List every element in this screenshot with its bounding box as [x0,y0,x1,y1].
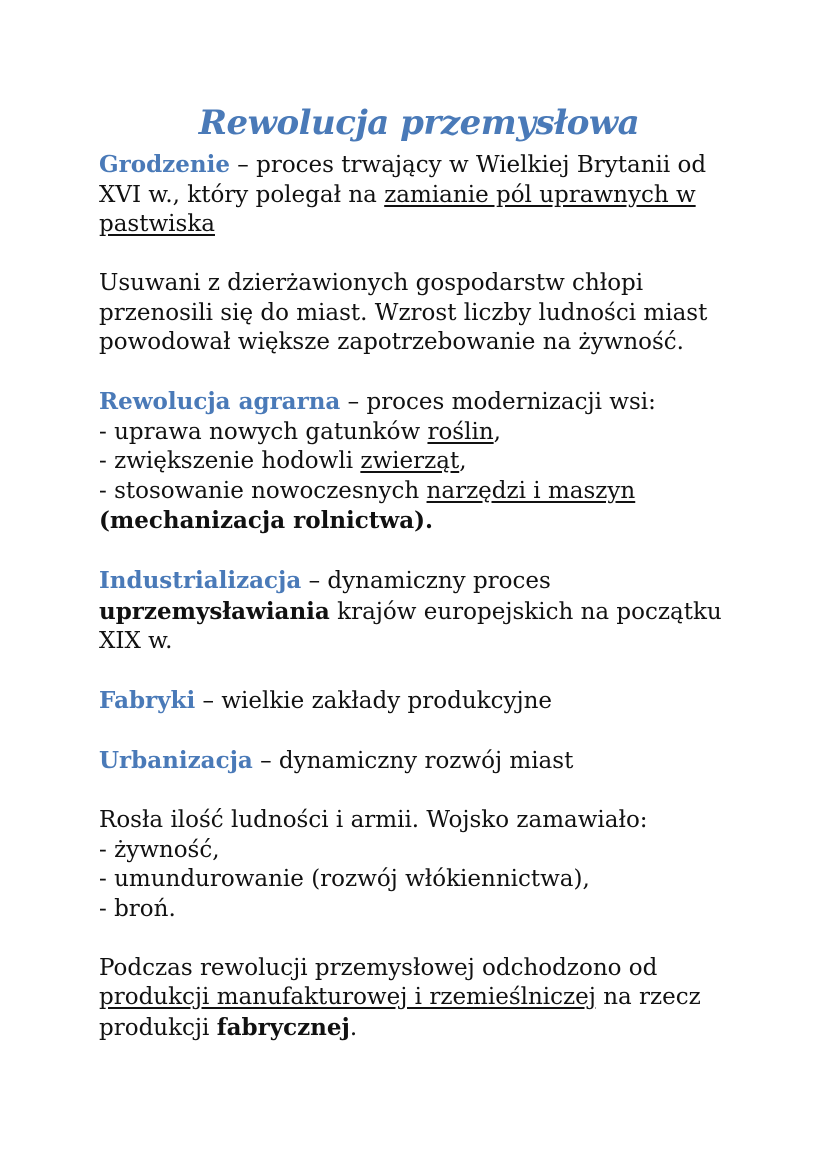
paragraph-production [99,954,739,1044]
definition-text: krajów europejskich na początku XIX w. [99,598,722,654]
paragraph-army [99,806,739,924]
underlined-phrase: narzędzi i maszyn [426,477,636,504]
list-item-text: - uprawa nowych gatunków [99,418,428,445]
list-item-text: - zwiększenie hodowli [99,448,361,474]
paragraph-urbanization [99,746,739,777]
list-item: - umundurowanie (rozwój włókiennictwa), [99,866,590,892]
paragraph-text: Podczas rewolucji przemysłowej odchodzono od [99,954,658,981]
term-grodzenie: Grodzenie [99,151,230,178]
underlined-word: roślin [427,418,494,445]
definition-text: – proces trwający w Wielkiej Brytanii od XVI w., który polegał na [99,152,707,208]
bold-word: uprzemysławiania [99,597,330,625]
paragraph-migration [99,269,739,358]
paragraph-text: Rosła ilość ludności i armii. Wojsko zamawiało: [99,807,648,833]
paragraph-agrarian-revolution [99,387,739,537]
term-industrializacja: Industrializacja [99,567,302,594]
bold-word: fabrycznej [216,1013,350,1041]
list-item: - broń. [99,895,176,922]
term-fabryki: Fabryki [99,687,196,714]
term-urbanizacja: Urbanizacja [99,747,253,774]
bold-phrase: (mechanizacja rolnictwa). [99,507,434,534]
underlined-word: zwierząt [360,448,460,474]
list-item: - żywność, [99,836,220,863]
list-item-text: - stosowanie nowoczesnych [99,477,427,504]
punctuation: , [493,418,501,445]
paragraph-text: na rzecz produkcji [99,984,701,1041]
paragraph-grodzenie [99,150,739,240]
definition-text: – dynamiczny proces [301,568,551,594]
punctuation: , [459,448,467,474]
paragraph-factories [99,686,739,717]
paragraph-industrialization [99,566,739,657]
underlined-phrase: produkcji manufakturowej i rzemieślniczej [99,984,596,1010]
document-page [99,100,739,1043]
definition-text: – wielkie zakłady produkcyjne [195,688,552,714]
page-title: Rewolucja przemysłowa [198,103,640,143]
underlined-phrase: zamianie pól uprawnych w pastwiska [99,181,696,237]
term-rewolucja-agrarna: Rewolucja agrarna [99,388,341,415]
paragraph-text: Usuwani z dzierżawionych gospodarstw chłopi przenosili się do miast. Wzrost liczby ludności miast powodował większe zapotrzebowanie na żywność. [99,270,708,355]
definition-text: – proces modernizacji wsi: [340,389,656,415]
punctuation: . [349,1014,358,1041]
definition-text: – dynamiczny rozwój miast [252,748,574,774]
